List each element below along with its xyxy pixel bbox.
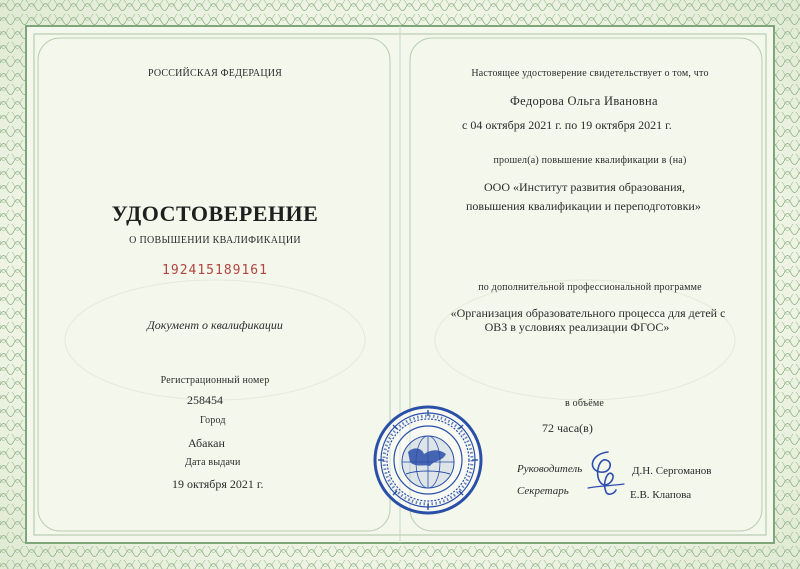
volume-label: в объёме — [565, 398, 605, 409]
program-line-1: «Организация образовательного процесса для детей с — [450, 306, 726, 320]
issue-date: 19 октября 2021 г. — [172, 477, 264, 491]
hours-value: 72 часа(в) — [542, 421, 593, 435]
secretary-name: Е.В. Клапова — [630, 489, 692, 501]
program-line-2: ОВЗ в условиях реализации ФГОС» — [484, 320, 670, 334]
intro-text: Настоящее удостоверение свидетельствует о том, что — [471, 68, 709, 79]
issue-date-label: Дата выдачи — [185, 457, 241, 468]
program-label: по дополнительной профессиональной программе — [478, 282, 702, 293]
serial-number: 192415189161 — [162, 263, 268, 278]
signature-icon — [580, 448, 630, 500]
city-value: Абакан — [188, 436, 225, 450]
training-period: с 04 октября 2021 г. по 19 октября 2021 г. — [462, 118, 672, 132]
passed-label: прошел(а) повышение квалификации в (на) — [493, 155, 687, 166]
certificate-subtitle: О ПОВЫШЕНИИ КВАЛИФИКАЦИИ — [129, 235, 301, 246]
head-role: Руководитель — [517, 463, 583, 475]
secretary-role: Секретарь — [517, 485, 569, 497]
organization-line-2: повышения квалификации и переподготовки» — [466, 199, 701, 213]
certificate-title: УДОСТОВЕРЕНИЕ — [111, 201, 319, 226]
registration-label: Регистрационный номер — [160, 375, 270, 386]
registration-number: 258454 — [187, 393, 223, 407]
head-name: Д.Н. Сергоманов — [632, 465, 712, 477]
country-label: РОССИЙСКАЯ ФЕДЕРАЦИЯ — [147, 68, 283, 79]
city-label: Город — [200, 415, 226, 426]
round-seal-icon — [372, 404, 484, 516]
document-type: Документ о квалификации — [147, 318, 283, 332]
organization-line-1: ООО «Институт развития образования, — [484, 180, 686, 194]
recipient-name: Федорова Ольга Ивановна — [510, 94, 658, 108]
